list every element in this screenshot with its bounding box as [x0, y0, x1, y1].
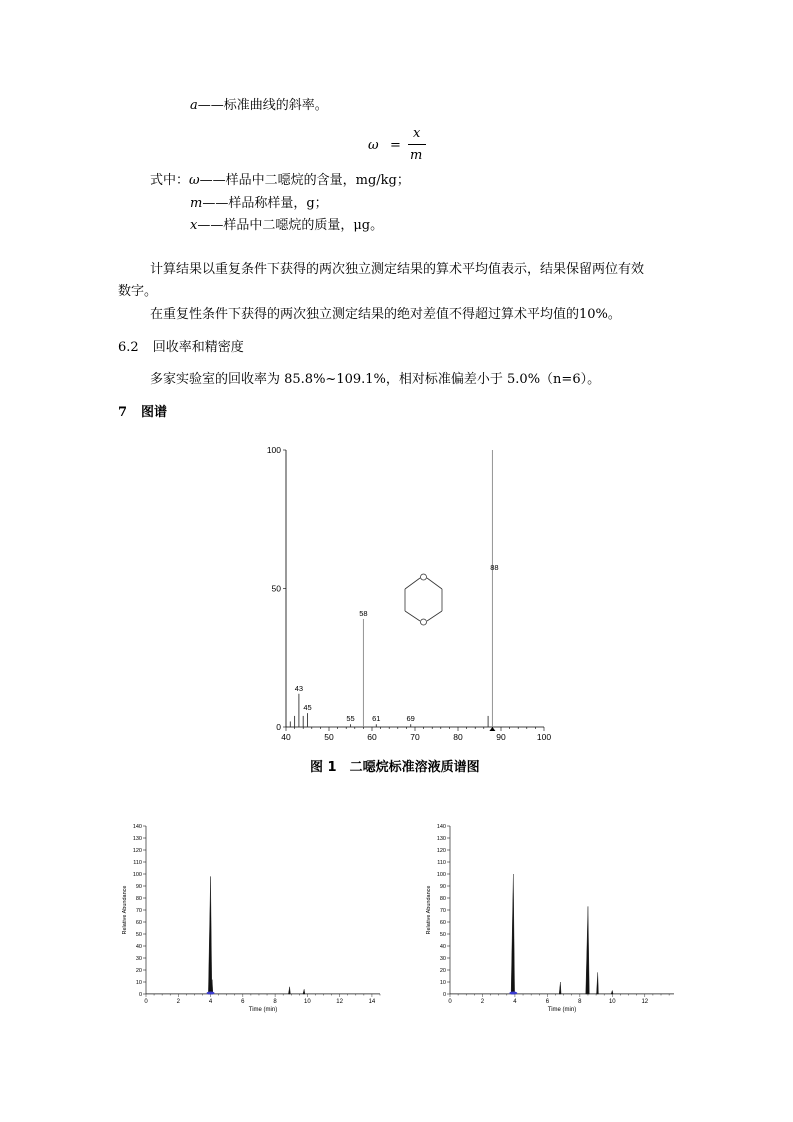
section-title: 回收率和精密度 — [152, 340, 244, 355]
y-tick-label: 20 — [135, 968, 142, 974]
chromatogram-peak — [208, 876, 212, 994]
peak-label: 61 — [372, 714, 381, 724]
where-line-1 — [150, 173, 410, 189]
dioxane-structure-icon — [405, 574, 442, 625]
chromatogram-right-peaks — [450, 874, 674, 995]
definition-a — [190, 98, 328, 114]
chromatogram-peak — [288, 987, 290, 994]
where-text: ——样品中二噁烷的含量，mg/kg； — [199, 173, 410, 188]
fraction-bar — [408, 144, 426, 145]
recovery-text: 多家实验室的回收率为 85.8%~109.1%，相对标准偏差小于 5.0%（n=6）。 — [150, 372, 601, 387]
formula-lhs: ω — [368, 138, 379, 153]
x-tick-label: 60 — [367, 732, 377, 742]
y-tick-label: 50 — [271, 583, 281, 594]
paragraph-1-line-2: 数字。 — [118, 284, 158, 299]
y-tick-label: 100 — [132, 872, 142, 878]
chromatogram-left-peaks — [146, 876, 380, 994]
x-tick-label: 6 — [545, 999, 550, 1005]
x-axis-label: Time (min) — [547, 1007, 577, 1013]
y-tick-label: 130 — [436, 836, 446, 842]
where-symbol: x — [190, 218, 198, 233]
y-tick-label: 30 — [439, 956, 446, 962]
x-tick-label: 14 — [368, 999, 376, 1005]
mass-spectrum-peak-labels — [295, 563, 499, 723]
y-tick-label: 60 — [135, 920, 142, 926]
y-tick-label: 140 — [436, 824, 446, 830]
y-tick-label: 40 — [135, 944, 142, 950]
chromatogram-peak — [303, 989, 305, 994]
x-tick-label: 2 — [176, 999, 180, 1005]
x-tick-label: 0 — [144, 999, 148, 1005]
chromatogram-peak — [511, 874, 515, 994]
x-tick-label: 90 — [496, 732, 506, 742]
x-tick-label: 8 — [578, 999, 582, 1005]
y-tick-label: 70 — [135, 908, 142, 914]
x-tick-label: 12 — [336, 999, 343, 1005]
formula-denominator: m — [410, 148, 423, 163]
where-line-2 — [190, 196, 328, 212]
where-symbol: m — [190, 196, 203, 211]
section-number: 7 — [118, 405, 128, 420]
formula-numerator: x — [413, 126, 421, 141]
y-tick-label: 90 — [439, 884, 446, 890]
chromatogram-peak — [586, 906, 590, 994]
x-tick-label: 12 — [641, 999, 649, 1005]
marker-triangle-icon — [489, 727, 495, 731]
x-tick-label: 80 — [453, 732, 463, 742]
y-axis-label: Relative Abundance — [122, 885, 128, 935]
y-tick-label: 10 — [439, 980, 446, 986]
x-tick-label: 40 — [281, 732, 291, 742]
y-tick-label: 120 — [436, 848, 446, 854]
x-axis-label: Time (min) — [248, 1007, 278, 1013]
paragraph-2: 在重复性条件下获得的两次独立测定结果的绝对差值不得超过算术平均值的10%。 — [150, 307, 621, 322]
x-tick-label: 2 — [480, 999, 485, 1005]
peak-label: 55 — [346, 714, 355, 724]
formula-eq: = — [390, 138, 401, 153]
where-text: ——样品称样量，g； — [202, 196, 328, 211]
y-tick-label: 110 — [437, 860, 446, 866]
section-title: 图谱 — [141, 405, 168, 420]
y-tick-label: 100 — [436, 872, 446, 878]
where-lead: 式中： — [150, 173, 190, 188]
x-tick-label: 0 — [448, 999, 452, 1005]
chromatogram-peak — [559, 982, 561, 994]
chromatogram-left — [118, 818, 390, 1018]
section-6-2-heading — [118, 340, 244, 356]
y-tick-label: 50 — [439, 932, 446, 938]
y-tick-label: 0 — [442, 992, 446, 998]
y-tick-label: 100 — [266, 445, 281, 455]
section-number: 6.2 — [118, 340, 139, 355]
y-tick-label: 50 — [135, 932, 142, 938]
peak-label: 58 — [359, 608, 368, 618]
x-tick-label: 50 — [324, 732, 334, 742]
peak-label: 43 — [294, 683, 304, 693]
x-tick-label: 4 — [513, 999, 517, 1005]
x-tick-label: 10 — [304, 999, 311, 1005]
chromatogram-peak — [597, 972, 599, 994]
where-symbol: ω — [189, 173, 200, 188]
y-tick-label: 0 — [138, 992, 142, 998]
y-tick-label: 20 — [439, 968, 446, 974]
peak-label: 45 — [303, 703, 312, 713]
mass-spectrum-chart — [250, 435, 560, 745]
y-tick-label: 130 — [132, 836, 142, 842]
where-line-3 — [190, 218, 383, 234]
x-tick-label: 100 — [536, 732, 552, 742]
section-7-heading — [118, 405, 167, 421]
paragraph-1-line-1: 计算结果以重复条件下获得的两次独立测定结果的算术平均值表示，结果保留两位有效 — [150, 262, 645, 277]
formula — [368, 126, 448, 172]
chromatogram-right-axes — [426, 824, 674, 1013]
y-tick-label: 40 — [439, 944, 446, 950]
y-tick-label: 90 — [135, 884, 142, 890]
y-tick-label: 80 — [439, 896, 446, 902]
peak-marker-icon — [509, 992, 517, 995]
y-tick-label: 80 — [135, 896, 142, 902]
figure-1-caption: 图 1 二噁烷标准溶液质谱图 — [310, 760, 480, 775]
y-tick-label: 60 — [439, 920, 446, 926]
mass-spectrum-peaks — [290, 450, 492, 727]
chromatogram-right — [422, 818, 684, 1018]
y-axis-label: Relative Abundance — [426, 885, 432, 935]
peak-label: 69 — [406, 714, 415, 724]
y-tick-label: 70 — [439, 908, 446, 914]
x-tick-label: 8 — [273, 999, 277, 1005]
y-tick-label: 120 — [132, 848, 142, 854]
definition-a-text: ——标准曲线的斜率。 — [197, 98, 328, 113]
y-tick-label: 140 — [132, 824, 142, 830]
symbol-a: a — [190, 98, 198, 113]
x-tick-label: 70 — [410, 732, 420, 742]
peak-marker-icon — [207, 992, 215, 995]
peak-label: 88 — [490, 563, 499, 572]
mass-spectrum-axes — [267, 445, 552, 742]
where-text: ——样品中二噁烷的质量，μg。 — [197, 218, 384, 233]
y-tick-label: 10 — [135, 980, 142, 986]
x-tick-label: 10 — [608, 999, 616, 1005]
y-tick-label: 30 — [135, 956, 142, 962]
y-tick-label: 110 — [133, 860, 142, 866]
x-tick-label: 6 — [241, 999, 245, 1005]
x-tick-label: 4 — [208, 999, 213, 1005]
chromatogram-left-axes — [122, 824, 380, 1013]
y-tick-label: 0 — [276, 722, 281, 732]
chromatogram-peak — [611, 990, 613, 994]
